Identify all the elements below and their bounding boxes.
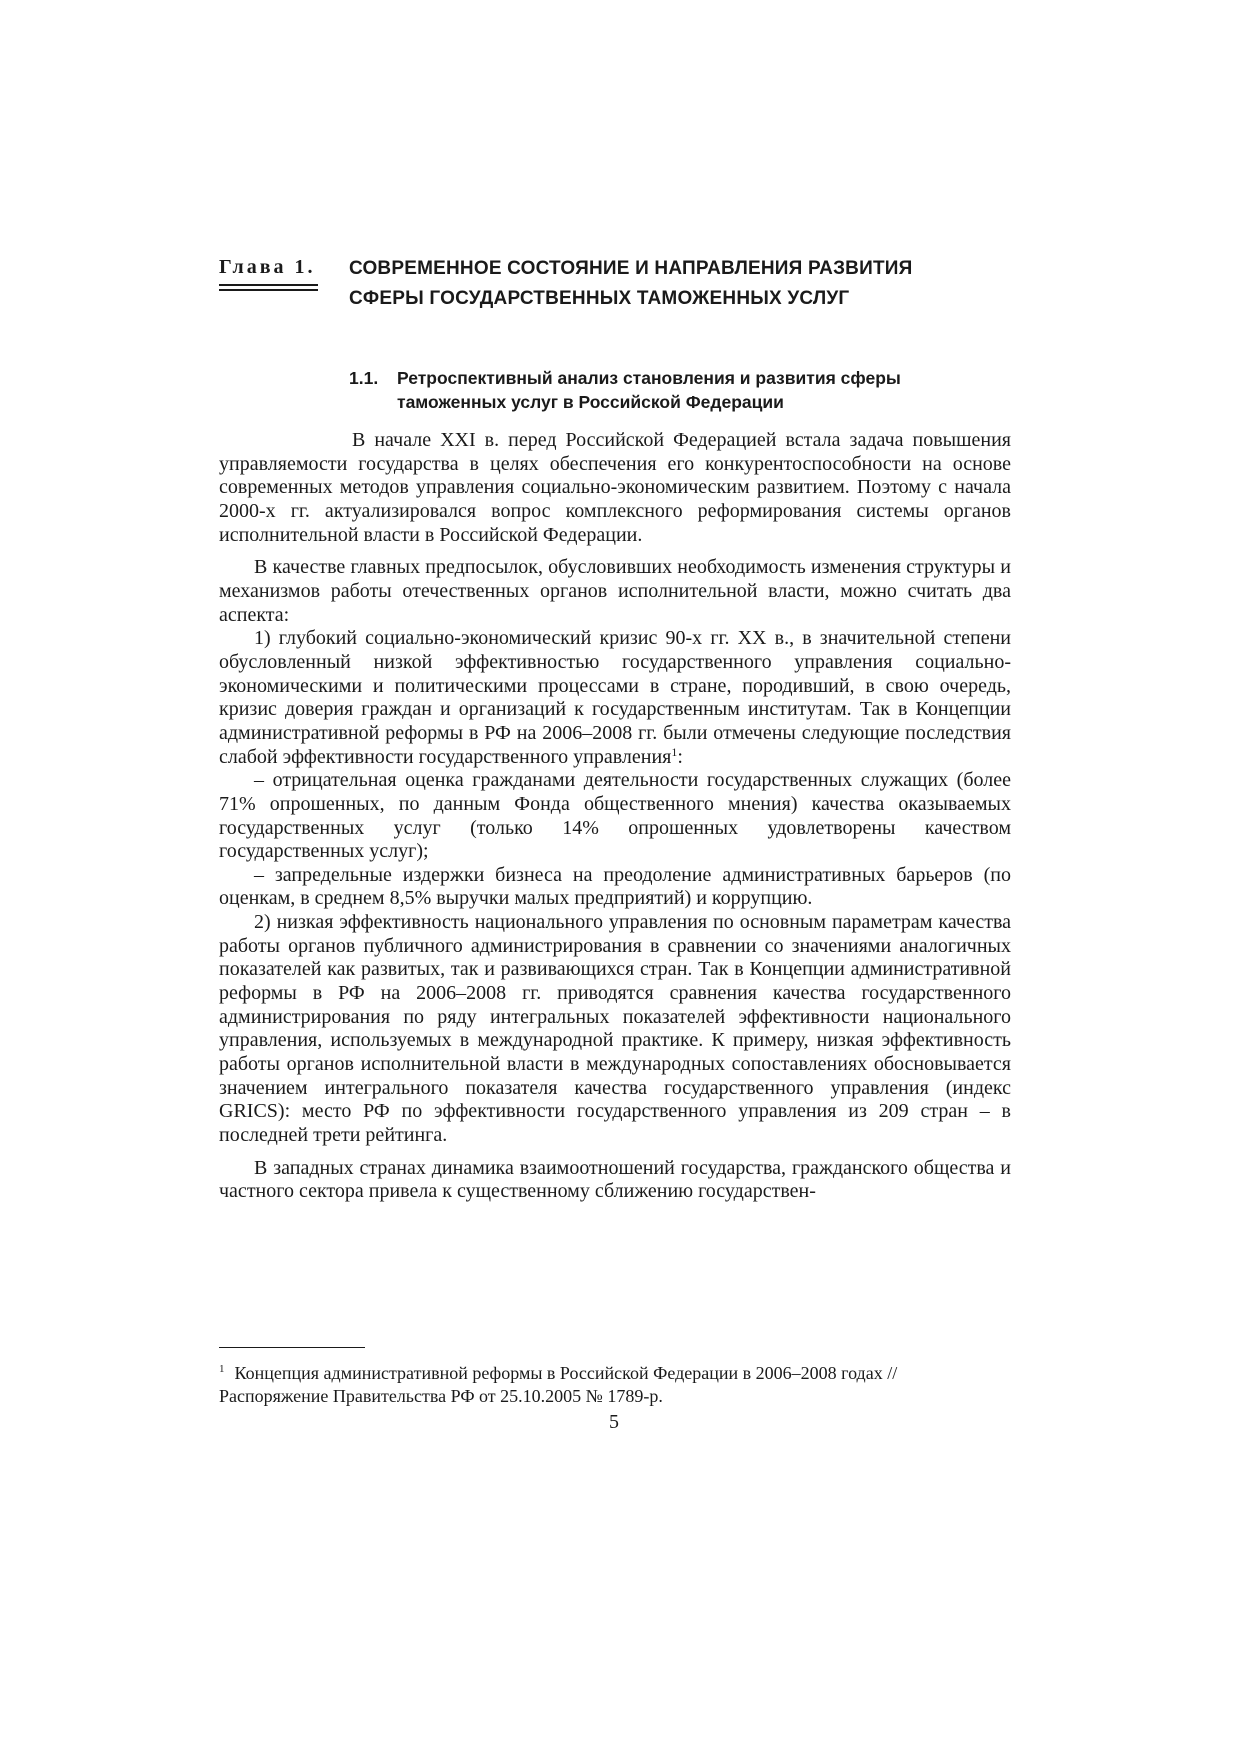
footnote-line1 bbox=[219, 1362, 1019, 1385]
paragraph-point-2: 2) низкая эффективность национального управления по основным параметрам качества работы органов публичного администрирования в сравнении со значениями аналогичных показателей как развитых, так и развивающихся стран. Так в Концепции административной реформы в РФ на 2006–2008 гг. приводятся сравнения качества государственного администрирования по ряду интегральных показателей эффективности национального управления, используемых в международной практике. К примеру, низкая эффективность работы органов исполнительной власти в международных сопоставлениях обосновывается значением интегрального показателя качества государственного управления (индекс GRICS): место РФ по эффективности государственного управления из 209 стран – в последней трети рейтинга. bbox=[219, 911, 1011, 1147]
paragraph-dash-1: – отрицательная оценка гражданами деятельности государственных служащих (более 71% опрошенных, по данным Фонда общественного мнения) качества оказываемых государственных услуг (только 14% опрошенных удовлетворены качеством государственных услуг); bbox=[219, 769, 1011, 863]
section-title bbox=[397, 366, 977, 414]
paragraph-prerequisites: В качестве главных предпосылок, обусловивших необходимость изменения структуры и механизмов работы отечественных органов исполнительной власти, можно считать два аспекта: bbox=[219, 556, 1011, 626]
footnote-separator bbox=[219, 1347, 365, 1348]
chapter-underline-bottom bbox=[219, 289, 318, 291]
page-number: 5 bbox=[609, 1411, 619, 1433]
body-text bbox=[219, 429, 1011, 1204]
paragraph-western: В западных странах динамика взаимоотношений государства, гражданского общества и частного сектора привела к существенному сближению государствен- bbox=[219, 1156, 1011, 1203]
chapter-title bbox=[349, 254, 1049, 314]
chapter-title-line2: СФЕРЫ ГОСУДАРСТВЕННЫХ ТАМОЖЕННЫХ УСЛУГ bbox=[349, 288, 850, 309]
chapter-underline-top bbox=[219, 284, 318, 286]
section-number: 1.1. bbox=[349, 368, 379, 388]
paragraph-point-1-colon: : bbox=[677, 745, 683, 768]
paragraph-point-1 bbox=[219, 627, 1011, 769]
paragraph-intro: В начале XXI в. перед Российской Федерацией встала задача повышения управляемости государства в целях обеспечения его конкурентоспособности на основе современных методов управления социально-экономическим развитием. Поэтому с начала 2000-х гг. актуализировался вопрос комплексного реформирования системы органов исполнительной власти в Российской Федерации. bbox=[219, 429, 1011, 546]
paragraph-point-1-text: 1) глубокий социально-экономический кризис 90-х гг. XX в., в значительной степени обусловленный низкой эффективностью государственного управления социально-экономическими и политическими процессами в стране, породивший, в свою очередь, кризис доверия граждан и организаций к государственным институтам. Так в Концепции административной реформы в РФ на 2006–2008 гг. были отмечены следующие последствия слабой эффективности государственного управления bbox=[219, 627, 1011, 768]
footnote-text-line1: Концепция административной реформы в Российской Федерации в 2006–2008 годах // bbox=[234, 1363, 898, 1383]
chapter-label: Глава 1. bbox=[219, 256, 316, 278]
chapter-title-line1: СОВРЕМЕННОЕ СОСТОЯНИЕ И НАПРАВЛЕНИЯ РАЗВИТИЯ bbox=[349, 258, 913, 279]
paragraph-dash-2: – запредельные издержки бизнеса на преодоление административных барьеров (по оценкам, в среднем 8,5% выручки малых предприятий) и коррупцию. bbox=[219, 863, 1011, 910]
section-title-line1: Ретроспективный анализ становления и развития сферы bbox=[397, 368, 901, 388]
footnote bbox=[219, 1362, 1019, 1408]
footnote-text-line2: Распоряжение Правительства РФ от 25.10.2005 № 1789-р. bbox=[219, 1386, 663, 1406]
footnote-marker: 1 bbox=[219, 1363, 225, 1375]
footnote-reference[interactable]: 1 bbox=[671, 744, 678, 759]
section-title-line2: таможенных услуг в Российской Федерации bbox=[397, 392, 784, 412]
